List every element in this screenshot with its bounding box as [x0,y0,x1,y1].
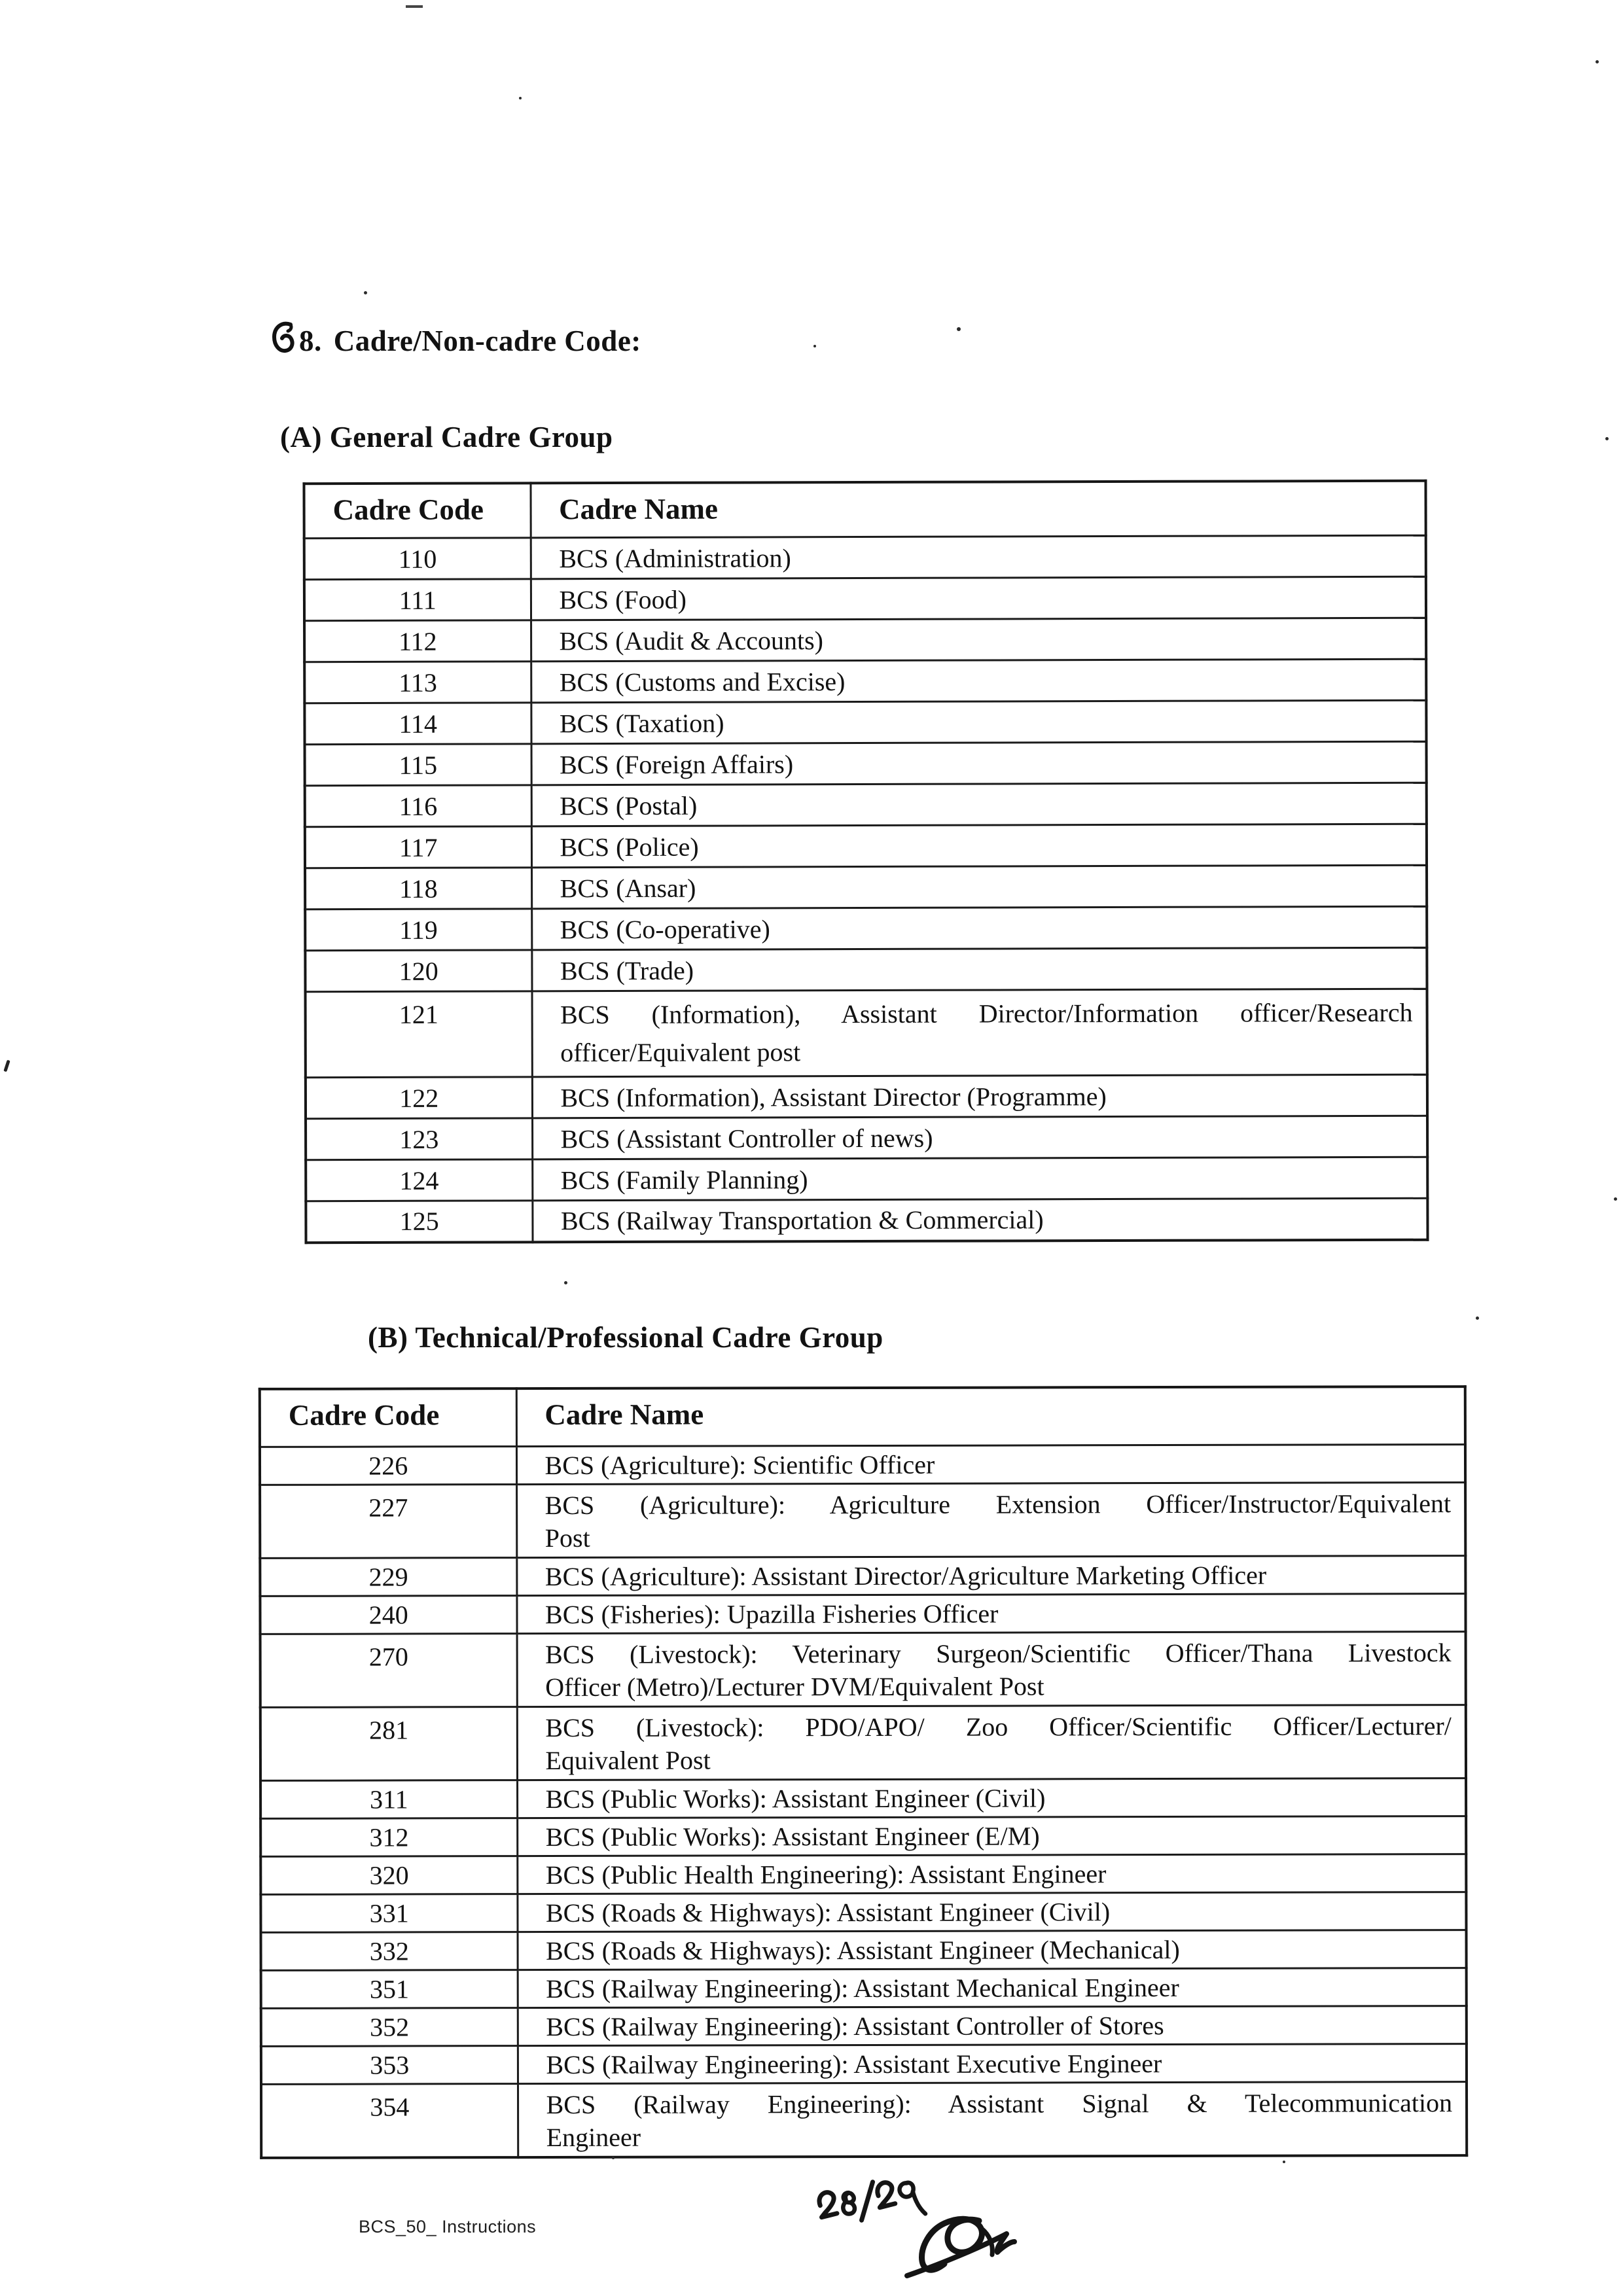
section-number: 8. [299,325,322,357]
cadre-name-cell: BCS (Family Planning) [532,1157,1427,1201]
handwritten-page-number-and-signature [810,2166,1033,2296]
section-heading [272,318,641,358]
cadre-name-line: Post [544,1523,590,1553]
scan-speck [519,97,522,99]
cadre-code-cell: 117 [305,826,531,868]
cadre-name-cell: BCS (Information), Assistant Director (Programme) [532,1074,1427,1118]
cadre-name-cell: BCS (Railway Engineering): Assistant Executive Engineer [518,2044,1467,2084]
table-row [306,1074,1427,1118]
column-header: Cadre Code [304,483,530,538]
cadre-name-cell [517,1632,1466,1707]
cadre-name-line: BCS (Information), Assistant Director/Information officer/Research [560,997,1413,1030]
general-cadre-table-wrap [302,480,1429,1244]
cadre-code-cell: 270 [260,1634,517,1708]
table-row [305,906,1427,950]
cadre-name-cell: BCS (Public Works): Assistant Engineer (Civil) [517,1778,1466,1818]
table-row [304,576,1426,620]
cadre-name-line: BCS (Livestock): PDO/APO/ Zoo Officer/Scientific Officer/Lecturer/ [545,1711,1452,1743]
cadre-code-cell: 115 [305,744,531,786]
cadre-name-cell: BCS (Agriculture): Assistant Director/Agriculture Marketing Officer [516,1556,1465,1596]
table-row [305,741,1427,785]
cadre-name-cell: BCS (Railway Engineering): Assistant Controller of Stores [518,2006,1467,2046]
cadre-name-line: BCS (Livestock): Veterinary Surgeon/Scientific Officer/Thana Livestock [545,1638,1452,1670]
table-row [260,1556,1465,1597]
table-row [260,1445,1465,1485]
cadre-code-cell: 227 [260,1485,516,1559]
technical-cadre-table-wrap [259,1385,1468,2159]
table-row [304,535,1426,579]
header-row [260,1386,1465,1447]
table-row [305,865,1427,909]
cadre-code-cell: 311 [260,1780,517,1819]
group-b-heading: (B) Technical/Professional Cadre Group [368,1321,883,1354]
column-header: Cadre Name [516,1386,1465,1447]
cadre-name-cell: BCS (Public Health Engineering): Assistant Engineer [517,1854,1466,1894]
cadre-code-cell: 113 [304,662,531,703]
table-row [260,1483,1465,1559]
table-row [260,1892,1466,1933]
cadre-code-cell: 116 [305,785,531,827]
bengali-numeral-three-icon [272,321,295,361]
cadre-name-line: BCS (Agriculture): Agriculture Extension Officer/Instructor/Equivalent [544,1489,1452,1521]
scan-speck [1614,1197,1617,1201]
general-cadre-table [302,480,1429,1244]
table-row [260,1854,1466,1895]
scan-speck [1596,60,1599,63]
table-row [261,2044,1467,2085]
table-row [261,2006,1467,2047]
cadre-name-cell: BCS (Public Works): Assistant Engineer (E/M) [517,1816,1466,1856]
scan-speck [813,345,816,347]
table-row [305,824,1427,868]
table-row [304,700,1426,744]
scan-speck [1605,437,1609,440]
cadre-name-cell [517,1705,1466,1780]
cadre-name-cell [516,1483,1465,1558]
cadre-name-cell: BCS (Railway Engineering): Assistant Mechanical Engineer [518,1968,1467,2008]
cadre-code-cell: 352 [261,2008,518,2047]
cadre-code-cell: 114 [304,703,531,745]
cadre-code-cell: 312 [260,1818,517,1857]
scan-speck [612,2157,615,2159]
cadre-name-cell: BCS (Customs and Excise) [531,659,1426,703]
table-row [260,1632,1466,1708]
cadre-code-cell: 124 [306,1159,532,1201]
scan-speck [564,1281,567,1284]
scan-artifact [3,1060,10,1072]
cadre-name-cell [518,2082,1467,2157]
cadre-code-cell: 353 [261,2046,518,2085]
table-row [306,1198,1427,1242]
scan-speck [957,327,961,331]
cadre-name-cell [532,989,1427,1077]
cadre-code-cell: 331 [260,1894,517,1933]
cadre-code-cell: 122 [306,1077,532,1119]
cadre-name-cell: BCS (Agriculture): Scientific Officer [516,1445,1465,1485]
cadre-name-cell: BCS (Taxation) [531,700,1426,744]
cadre-code-cell: 320 [260,1856,517,1895]
cadre-code-cell: 351 [261,1970,518,2009]
table-row [305,783,1427,826]
cadre-code-cell: 119 [305,909,531,951]
cadre-name-cell: BCS (Roads & Highways): Assistant Engineer (Mechanical) [518,1930,1467,1970]
cadre-name-cell: BCS (Food) [531,576,1426,620]
header-row [304,481,1425,539]
table-row [306,1157,1427,1201]
cadre-code-cell: 125 [306,1201,532,1243]
technical-cadre-table [259,1385,1468,2159]
table-row [260,1778,1466,1819]
cadre-code-cell: 120 [305,950,531,992]
table-row [261,1968,1467,2009]
section-title: Cadre/Non-cadre Code: [333,325,641,357]
cadre-name-cell: BCS (Police) [531,824,1427,868]
scan-speck [1283,2161,1285,2163]
cadre-name-cell: BCS (Foreign Affairs) [531,741,1427,785]
cadre-code-cell: 118 [305,868,531,910]
cadre-code-cell: 123 [306,1118,532,1160]
column-header: Cadre Code [260,1388,516,1447]
cadre-name-line: BCS (Railway Engineering): Assistant Signal & Telecommunication [546,2088,1453,2120]
cadre-code-cell: 229 [260,1558,516,1597]
cadre-name-cell: BCS (Trade) [531,947,1427,991]
cadre-code-cell: 121 [306,991,532,1078]
cadre-code-cell: 111 [304,579,531,621]
table-row [306,989,1427,1077]
cadre-name-cell: BCS (Ansar) [531,865,1427,909]
table-row [260,1816,1466,1857]
group-a-heading: (A) General Cadre Group [280,421,613,453]
cadre-code-cell: 240 [260,1596,516,1634]
cadre-name-cell: BCS (Audit & Accounts) [531,618,1426,662]
cadre-name-cell: BCS (Roads & Highways): Assistant Engineer (Civil) [517,1892,1466,1932]
cadre-name-cell: BCS (Postal) [531,783,1427,826]
table-row [305,947,1427,991]
cadre-name-line: Officer (Metro)/Lecturer DVM/Equivalent Post [545,1671,1044,1703]
cadre-code-cell: 110 [304,538,531,580]
column-header: Cadre Name [530,481,1425,538]
cadre-code-cell: 354 [261,2084,518,2158]
cadre-name-cell: BCS (Co-operative) [531,906,1427,950]
cadre-code-cell: 226 [260,1447,516,1485]
table-row [261,2082,1467,2158]
cadre-name-cell: BCS (Administration) [531,535,1426,579]
table-row [304,618,1426,662]
table-row [260,1594,1465,1634]
table-row [306,1116,1427,1159]
cadre-code-cell: 281 [260,1707,517,1781]
scan-speck [364,291,367,294]
cadre-name-cell: BCS (Fisheries): Upazilla Fisheries Officer [516,1594,1465,1634]
cadre-name-cell: BCS (Railway Transportation & Commercial) [532,1198,1427,1242]
cadre-code-cell: 112 [304,620,531,662]
cadre-name-line: Engineer [546,2122,641,2153]
cadre-name-cell: BCS (Assistant Controller of news) [532,1116,1427,1159]
document-footer-label: BCS_50_ Instructions [359,2217,537,2236]
scan-speck [1476,1316,1479,1320]
table-row [260,1705,1466,1781]
table-row [304,659,1426,703]
cadre-name-line: officer/Equivalent post [560,1037,801,1068]
cadre-code-cell: 332 [261,1932,518,1971]
table-row [261,1930,1467,1971]
cadre-name-line: Equivalent Post [545,1745,711,1776]
scan-artifact [406,5,423,8]
